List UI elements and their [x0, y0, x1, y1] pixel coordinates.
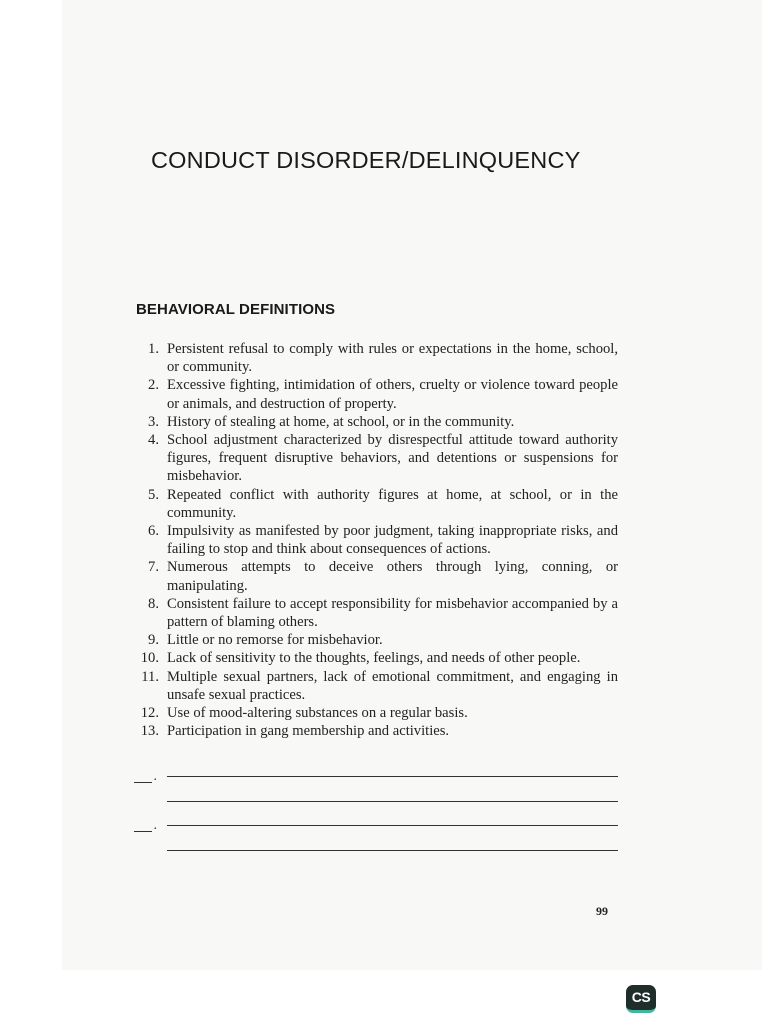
definition-item	[134, 431, 618, 486]
blank-entry-row	[134, 844, 618, 869]
definition-number: 8.	[148, 595, 159, 612]
definition-number: 10.	[140, 650, 159, 667]
definition-text: Impulsivity as manifested by poor judgment, taking inappropriate risks, and failing to stop and think about consequences of actions.	[167, 523, 618, 558]
definition-number: 11.	[141, 668, 159, 685]
definition-number: 12.	[140, 705, 159, 722]
definition-item	[134, 631, 618, 649]
blank-line	[167, 801, 618, 802]
blank-number-mark	[134, 821, 152, 832]
definition-number: 5.	[148, 486, 159, 503]
blank-entry-lines	[134, 770, 618, 868]
definition-number: 2.	[148, 377, 159, 394]
behavioral-definitions-list	[134, 340, 618, 740]
camscanner-logo-icon: CS	[626, 985, 656, 1013]
definition-item	[134, 704, 618, 722]
definition-item	[134, 668, 618, 704]
definition-item	[134, 413, 618, 431]
definition-number: 3.	[148, 413, 159, 430]
definition-text: Little or no remorse for misbehavior.	[167, 632, 383, 649]
blank-line	[167, 776, 618, 777]
definition-text: Participation in gang membership and activities.	[167, 723, 450, 740]
definition-item	[134, 722, 618, 740]
definition-text: Excessive fighting, intimidation of others, cruelty or violence toward people or animals, and destruction of property.	[167, 377, 618, 412]
definition-text: Repeated conflict with authority figures at home, at school, or in the community.	[167, 486, 618, 521]
definition-number: 9.	[148, 632, 159, 649]
definition-text: Multiple sexual partners, lack of emotional commitment, and engaging in unsafe sexual practices.	[167, 668, 618, 703]
definition-text: Persistent refusal to comply with rules or expectations in the home, school, or community.	[167, 341, 618, 376]
definition-text: Use of mood-altering substances on a regular basis.	[167, 705, 468, 722]
blank-entry-row	[134, 770, 618, 795]
definition-item	[134, 486, 618, 522]
definition-number: 13.	[140, 723, 159, 740]
blank-entry-row	[134, 819, 618, 844]
definition-number: 4.	[148, 432, 159, 449]
definition-text: Lack of sensitivity to the thoughts, feelings, and needs of other people.	[167, 650, 581, 667]
definition-item	[134, 649, 618, 667]
definition-text: School adjustment characterized by disrespectful attitude toward authority figures, frequent disruptive behaviors, and detentions or suspensions for misbehavior.	[167, 432, 618, 485]
definition-number: 7.	[148, 559, 159, 576]
blank-entry-row	[134, 795, 618, 820]
definition-item	[134, 558, 618, 594]
blank-line	[167, 850, 618, 851]
definition-text: Consistent failure to accept responsibility for misbehavior accompanied by a pattern of blaming others.	[167, 595, 618, 631]
definition-item	[134, 595, 618, 631]
definition-text: History of stealing at home, at school, or in the community.	[167, 413, 515, 430]
definition-item	[134, 340, 618, 376]
definition-number: 1.	[148, 341, 159, 357]
definition-number: 6.	[148, 523, 159, 540]
blank-number-mark	[134, 772, 152, 783]
chapter-title: CONDUCT DISORDER/DELINQUENCY	[151, 147, 581, 173]
definition-item	[134, 376, 618, 412]
blank-line	[167, 825, 618, 826]
page-number: 99	[596, 904, 608, 918]
section-heading: BEHAVIORAL DEFINITIONS	[136, 301, 336, 318]
definition-text: Numerous attempts to deceive others through lying, conning, or manipulating.	[167, 559, 618, 594]
definition-item	[134, 522, 618, 558]
